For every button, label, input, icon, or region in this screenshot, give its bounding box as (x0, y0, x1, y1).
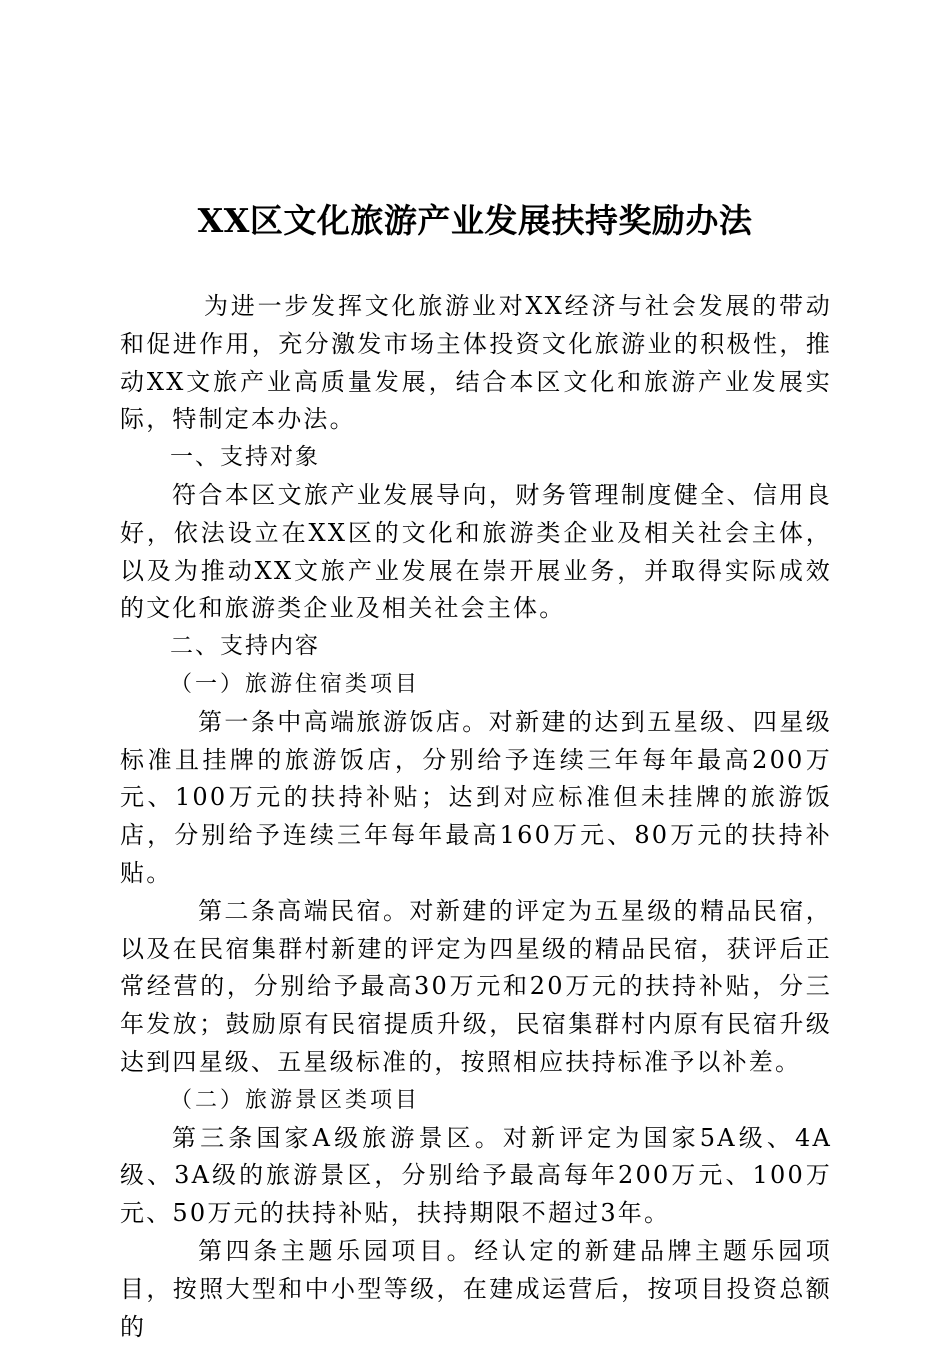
article-4-paragraph: 第四条主题乐园项目。经认定的新建品牌主题乐园项目，按照大型和中小型等级，在建成运营后，按项目投资总额的 (120, 1236, 832, 1341)
intro-paragraph: 为进一步发挥文化旅游业对XX经济与社会发展的带动和促进作用，充分激发市场主体投资文化旅游业的积极性，推动XX文旅产业高质量发展，结合本区文化和旅游产业发展实际，特制定本办法。 (120, 292, 832, 434)
document-title: XX区文化旅游产业发展扶持奖励办法 (197, 201, 753, 240)
subsection-heading-lodging: （一）旅游住宿类项目 (170, 671, 421, 697)
article-2-paragraph: 第二条高端民宿。对新建的评定为五星级的精品民宿，以及在民宿集群村新建的评定为四星级的精品民宿，获评后正常经营的，分别给予最高30万元和20万元的扶持补贴，分三年发放；鼓励原有民宿提质升级，民宿集群村内原有民宿升级达到四星级、五星级标准的，按照相应扶持标准予以补差。 (120, 896, 832, 1076)
support-targets-paragraph: 符合本区文旅产业发展导向，财务管理制度健全、信用良好，依法设立在XX区的文化和旅游类企业及相关社会主体，以及为推动XX文旅产业发展在崇开展业务，并取得实际成效的文化和旅游类企业及相关社会主体。 (120, 480, 832, 623)
document-body (120, 288, 832, 1346)
section-heading-support-content: 二、支持内容 (170, 633, 320, 660)
section-heading-support-targets: 一、支持对象 (170, 444, 320, 471)
subsection-heading-scenic-spots: （二）旅游景区类项目 (170, 1087, 421, 1113)
article-1-paragraph: 第一条中高端旅游饭店。对新建的达到五星级、四星级标准且挂牌的旅游饭店，分别给予连续三年每年最高200万元、100万元的扶持补贴；达到对应标准但未挂牌的旅游饭店，分别给予连续三年每年最高160万元、80万元的扶持补贴。 (120, 707, 832, 887)
article-3-paragraph: 第三条国家A级旅游景区。对新评定为国家5A级、4A级、3A级的旅游景区，分别给予最高每年200万元、100万元、50万元的扶持补贴，扶持期限不超过3年。 (120, 1123, 832, 1228)
